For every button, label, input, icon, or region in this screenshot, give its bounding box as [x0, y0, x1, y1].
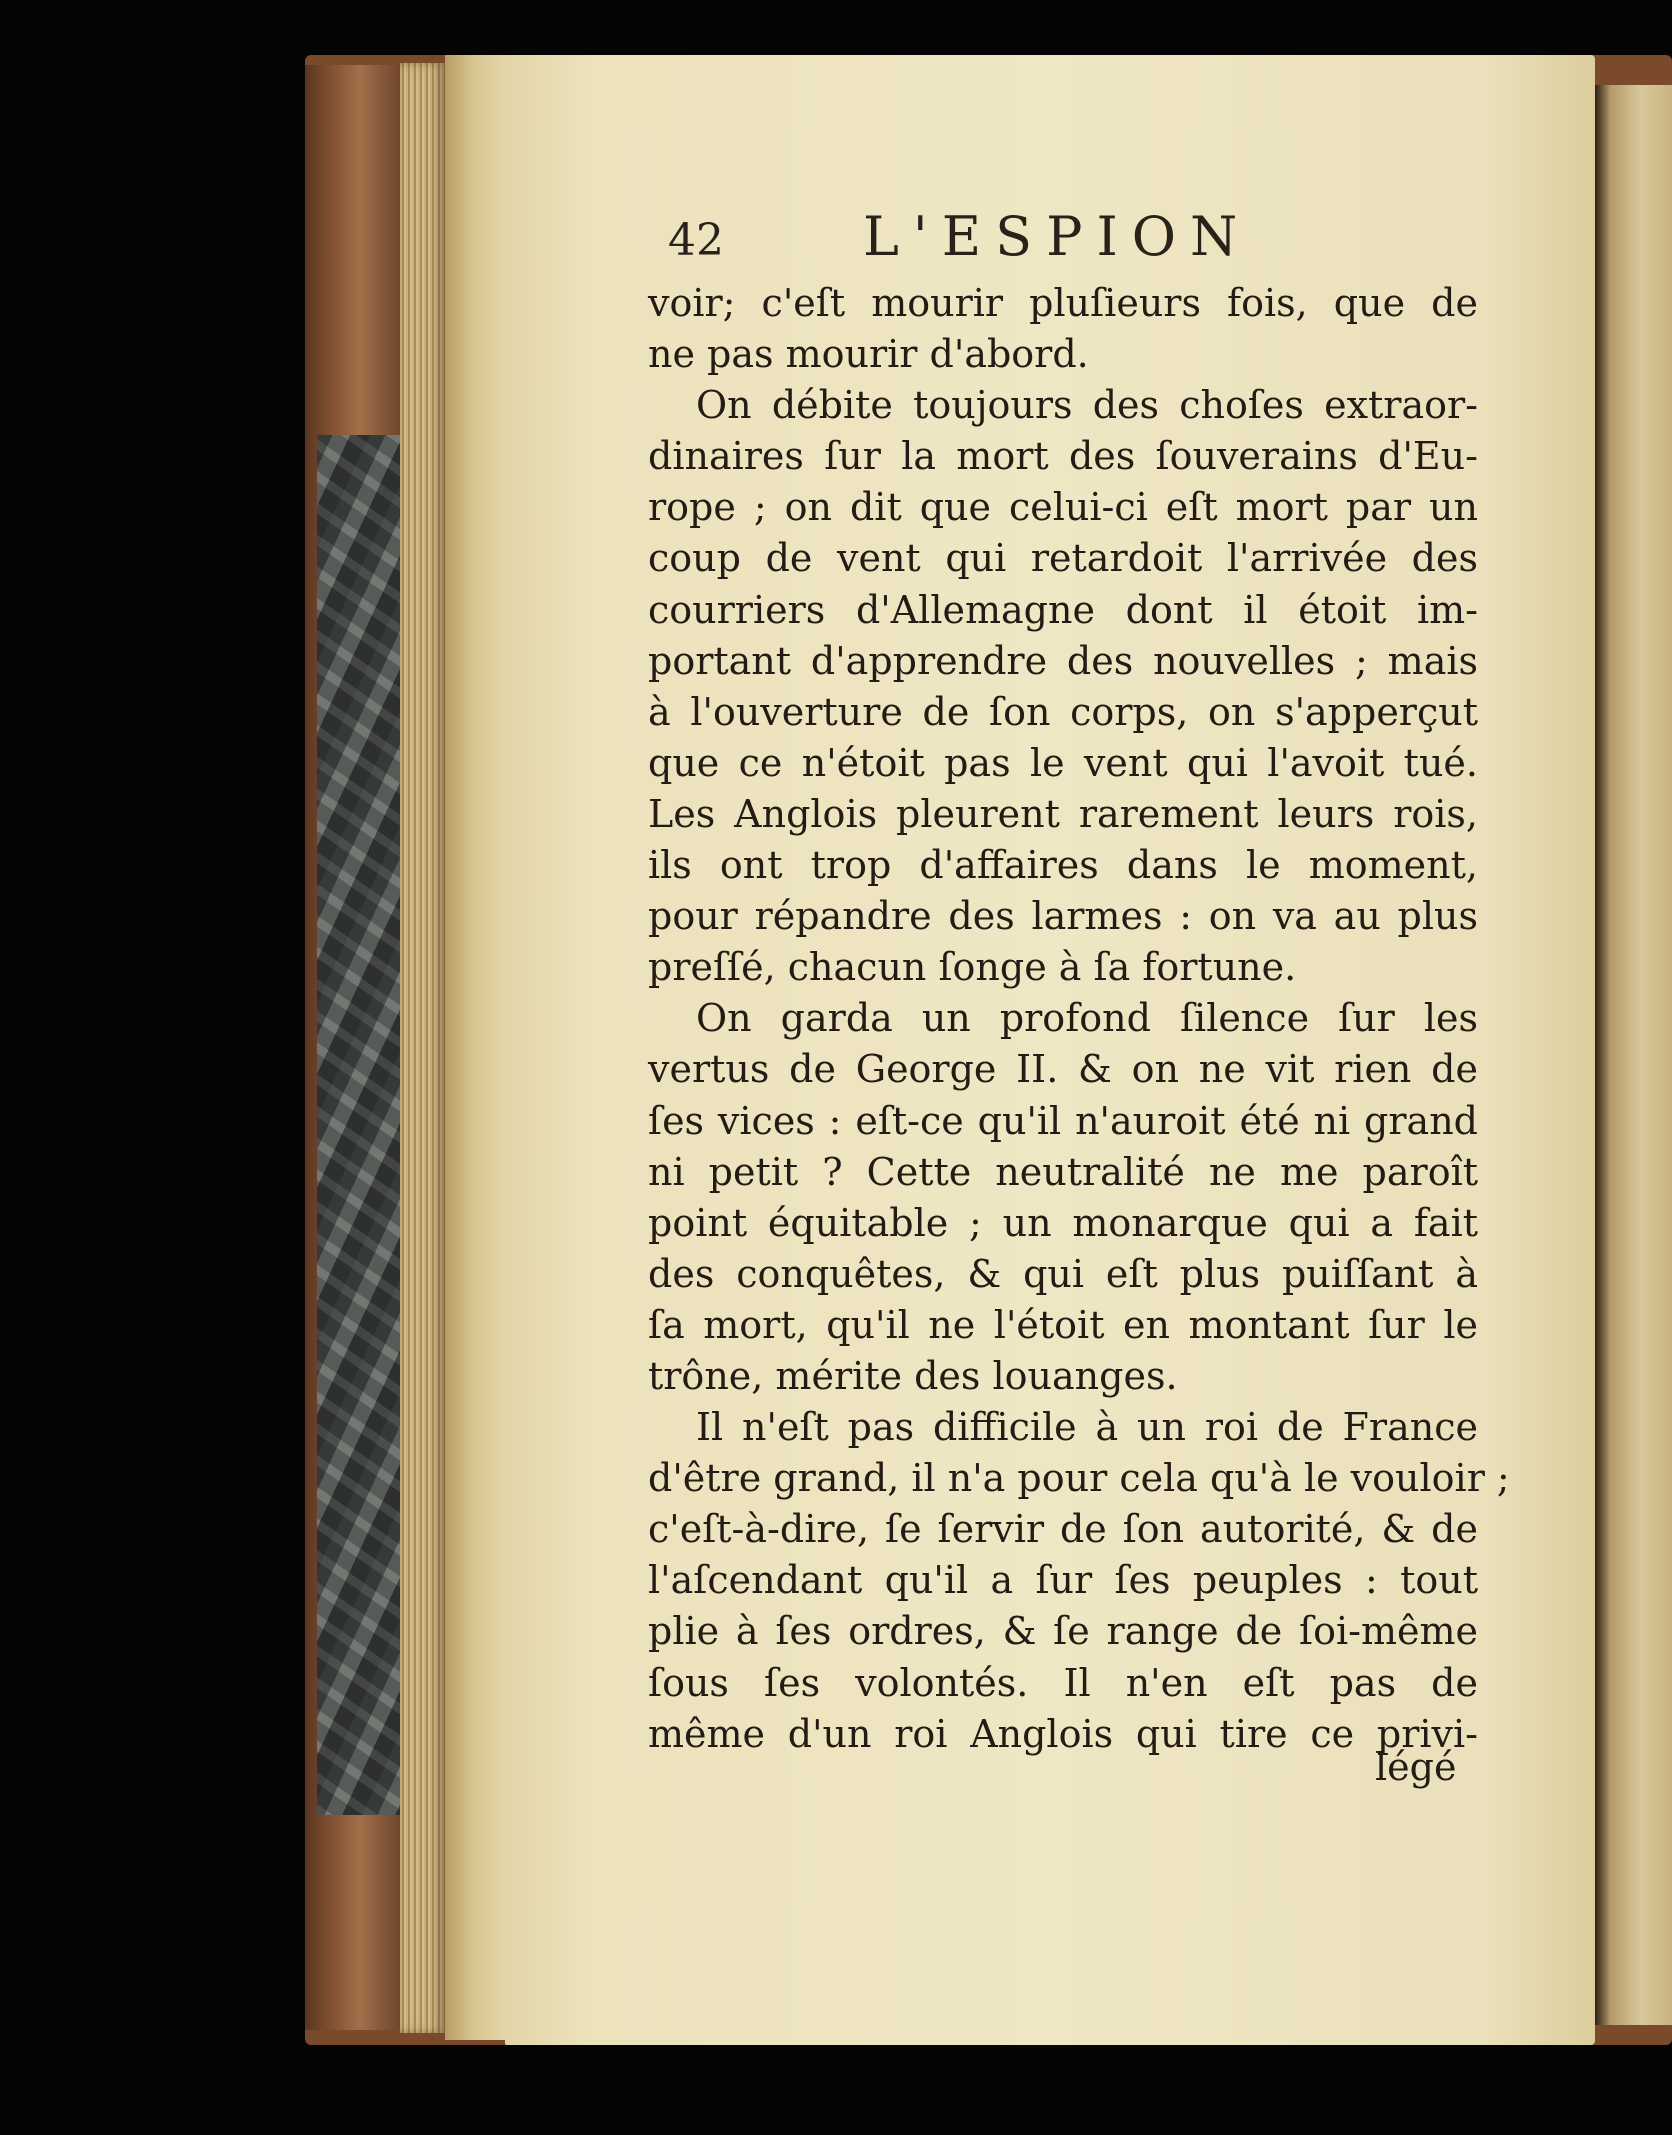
page-header [668, 205, 1288, 275]
text-line: des conquêtes, & qui eſt plus puiſſant à [648, 1251, 1478, 1296]
text-line: pour répandre des larmes : on va au plus [648, 894, 1478, 939]
text-line: trône, mérite des louanges. [648, 1353, 1178, 1398]
page-number: 42 [668, 215, 724, 266]
text-line: courriers d'Allemagne dont il étoit im- [648, 587, 1478, 632]
text-line: vertus de George II. & on ne vit rien de [648, 1047, 1478, 1092]
text-line: l'aſcendant qu'il a ſur ſes peuples : tout [648, 1558, 1478, 1603]
text-line: c'eſt-à-dire, ſe ſervir de ſon autorité, & de [648, 1507, 1478, 1552]
text-line: voir; c'eſt mourir pluſieurs fois, que de [648, 281, 1478, 325]
text-line: ſa mort, qu'il ne l'étoit en montant ſur le [648, 1302, 1478, 1347]
text-line: dinaires ſur la mort des ſouverains d'Eu- [648, 434, 1478, 479]
text-line: portant d'apprendre des nouvelles ; mais [648, 638, 1478, 683]
text-line: que ce n'étoit pas le vent qui l'avoit tué. [648, 740, 1478, 785]
text-line: Il n'eſt pas difficile à un roi de France [696, 1405, 1478, 1450]
facing-page-edge [1595, 85, 1672, 2025]
marbled-board [317, 435, 412, 1815]
text-line: ſes vices : eſt-ce qu'il n'auroit été ni grand [648, 1098, 1478, 1143]
text-line: ils ont trop d'affaires dans le moment, [648, 843, 1478, 888]
body-text [648, 278, 1510, 1760]
text-line: ne pas mourir d'abord. [648, 332, 1089, 377]
page-edges [400, 63, 445, 2033]
catchword: légé [1375, 1745, 1457, 1789]
text-line: On garda un profond ſilence ſur les [696, 996, 1478, 1041]
text-line: ni petit ? Cette neutralité ne me paroît [648, 1149, 1478, 1194]
text-line: Les Anglois pleurent rarement leurs rois, [648, 791, 1478, 836]
text-line: d'être grand, il n'a pour cela qu'à le vouloir ; [648, 1456, 1510, 1501]
text-line: rope ; on dit que celui-ci eſt mort par un [648, 485, 1478, 530]
text-line: On débite toujours des choſes extraor- [696, 383, 1478, 428]
text-line: point équitable ; un monarque qui a fait [648, 1200, 1478, 1245]
text-line: preſſé, chacun ſonge à ſa fortune. [648, 945, 1297, 990]
text-line: même d'un roi Anglois qui tire ce privi- [648, 1711, 1478, 1756]
text-line: coup de vent qui retardoit l'arrivée des [648, 536, 1478, 581]
text-line: plie à ſes ordres, & ſe range de ſoi-même [648, 1609, 1478, 1654]
running-title: L'ESPION [863, 205, 1252, 268]
text-line: ſous ſes volontés. Il n'en eſt pas de [648, 1660, 1478, 1705]
text-line: à l'ouverture de ſon corps, on s'apperçut [648, 689, 1478, 734]
